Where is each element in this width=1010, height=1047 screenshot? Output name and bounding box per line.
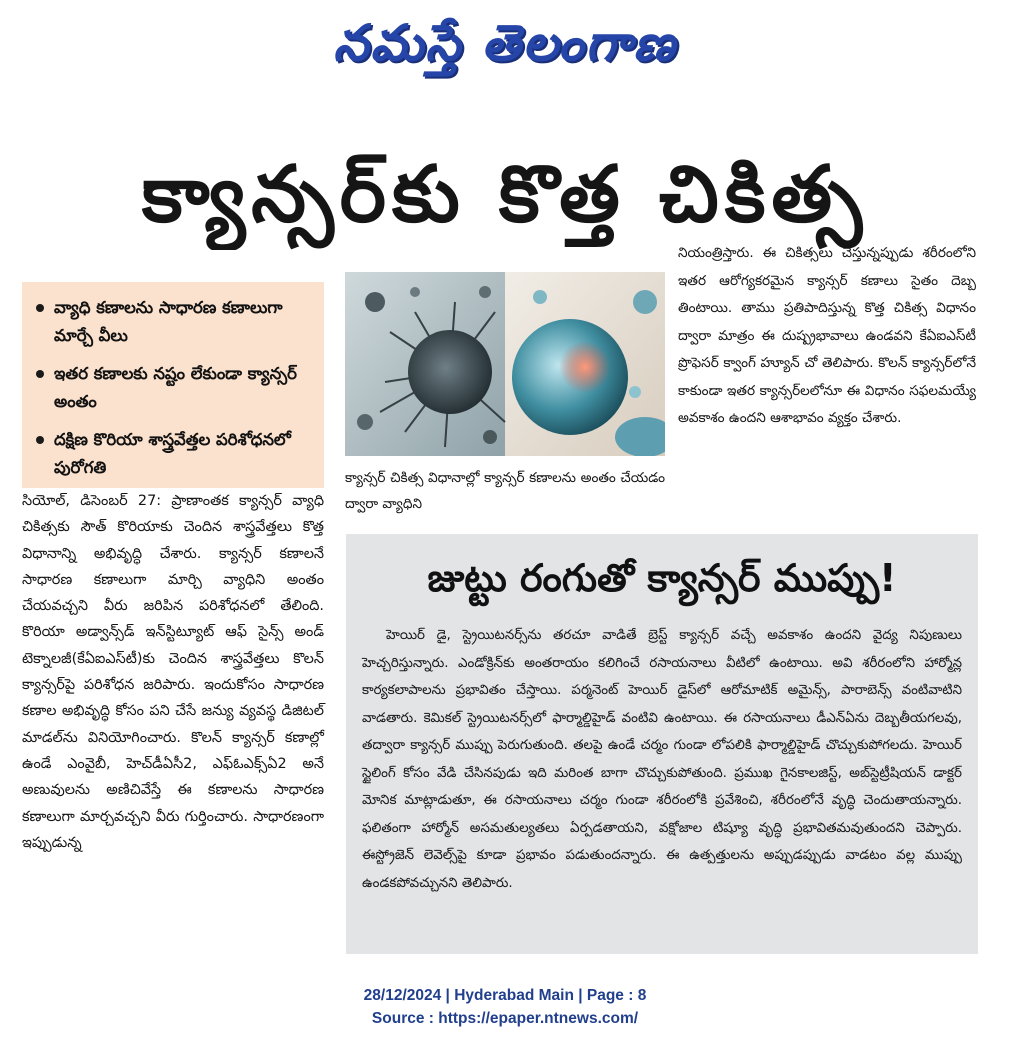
highlight-text: వ్యాధి కణాలను సాధారణ కణాలుగా మార్చే వీలు [54, 298, 283, 345]
highlights-box [22, 282, 324, 488]
page-footer [0, 984, 1010, 1030]
article-body-left-column: సియోల్, డిసెంబర్ 27: ప్రాణాంతక క్యాన్సర్ వ్యాధి చికిత్సకు సౌత్ కొరియాకు చెందిన శాస్త్రవేత్తలు కొత్త విధానాన్ని అభివృద్ధి చేశారు. క్యాన్సర్ కణాలనే సాధారణ కణాలుగా మార్చి వ్యాధిని అంతం చేయవచ్చని వీరు జరిపిన పరిశోధనలో తేలింది. కొరియా అడ్వాన్స్‌డ్ ఇన్‌స్టిట్యూట్ ఆఫ్ సైన్స్ అండ్ టెక్నాలజీ(కేఏఐఎస్‌టీ)కు చెందిన శాస్త్రవేత్తలు కొలన్ క్యాన్సర్‌పై పరిశోధన జరిపారు. ఇందుకోసం సాధారణ కణాల అభివృద్ధి కోసం పని చేసే జన్యు వ్యవస్థ డిజిటల్ మాడల్‌ను వినియోగించారు. కొలన్ క్యాన్సర్ కణాల్లో ఉండే ఎంవైబీ, హెచ్‌డీఏసీ2, ఎఫ్‌ఓఎక్స్‌ఏ2 అనే అణువులను అణిచివేస్తే ఈ కణాలను సాధారణ కణాలుగా మార్చవచ్చని వీరు గుర్తించారు. సాధారణంగా ఇప్పుడున్న [22, 493, 324, 851]
cancer-cell-illustration [345, 272, 665, 456]
article-body-right-column: నియంత్రిస్తారు. ఈ చికిత్సలు చేస్తున్నప్పుడు శరీరంలోని ఇతర ఆరోగ్యకరమైన క్యాన్సర్ కణాలు సైతం దెబ్బ తింటాయి. తాము ప్రతిపాదిస్తున్న కొత్త చికిత్స విధానం ద్వారా మాత్రం ఈ దుష్ప్రభావాలు ఉండవని కేఏఐఎస్‌టీ ప్రొఫెసర్ క్వాంగ్ హ్యూన్ చో తెలిపారు. కొలన్ క్యాన్సర్‌లోనే కాకుండా ఇతర క్యాన్సర్‌లలోనూ ఈ విధానం సఫలమయ్యే అవకాశం ఉందని ఆశాభావం వ్యక్తం చేశారు. [678, 245, 976, 426]
highlight-item [32, 360, 314, 416]
edition-info: 28/12/2024 | Hyderabad Main | Page : 8 [363, 987, 647, 1004]
sidebar-article-body: హెయిర్ డై, స్ట్రెయిటనర్స్‌ను తరచూ వాడితే బ్రెస్ట్ క్యాన్సర్ వచ్చే అవకాశం ఉందని వైద్య నిపుణులు హెచ్చరిస్తున్నారు. ఎండోక్రిన్‌కు అంతరాయం కలిగించే రసాయనాలు వీటిలో ఉంటాయి. అవి శరీరంలోని హార్మోన్ల కార్యకలాపాలను ప్రభావితం చేస్తాయి. పర్మనెంట్ హెయిర్ డైస్‌లో ఆరోమాటిక్ అమైన్స్, పారాబెన్స్ వంటివాటిని వాడతారు. కెమికల్ స్ట్రెయిటనర్స్‌లో ఫార్మాల్డిహైడ్ వంటివి ఉంటాయి. ఈ రసాయనాలు డీఎన్‌ఏను దెబ్బతీయగలవు, తద్వారా క్యాన్సర్ ముప్పు పెరుగుతుంది. తలపై ఉండే చర్మం గుండా లోపలికి ఫార్మాల్డిహైడ్ చొచ్చుకుపోగలదు. హెయిర్ స్టైలింగ్ కోసం వేడి చేసినపుడు ఇది మరింత బాగా చొచ్చుకుపోతుంది. ప్రముఖ గైనకాలజిస్ట్, అబ్‌స్టెట్రీషియన్ డాక్టర్ మోనిక మాట్లాడుతూ, ఈ రసాయనాలు చర్మం గుండా శరీరంలోకి ప్రవేశించి, శరీరంలోనే వృద్ధి చెందుతాయన్నారు. ఫలితంగా హార్మోన్ అసమతుల్యతలు ఏర్పడతాయని, వక్షోజాల టిష్యూ వృద్ధి ప్రభావితమవుతుందని చెప్పారు. ఈస్ట్రోజెన్ లెవెల్స్‌పై కూడా ప్రభావం పడుతుందన్నారు. ఈ ఉత్పత్తులను అప్పుడప్పుడు వాడటం వల్ల ముప్పు ఉండకపోవచ్చునని తెలిపారు. [362, 628, 962, 891]
bullet-icon [36, 436, 44, 444]
highlights-list [32, 294, 314, 482]
article-headline: క్యాన్సర్‌కు కొత్త చికిత్స [141, 150, 869, 240]
highlight-text: దక్షిణ కొరియా శాస్త్రవేత్తల పరిశోధనలో పురోగతి [54, 430, 291, 477]
masthead [0, 8, 1010, 78]
newspaper-logo: నమస్తే తెలంగాణ [333, 14, 677, 72]
sidebar-article-headline: జుట్టు రంగుతో క్యాన్సర్ ముప్పు! [427, 556, 897, 600]
bullet-icon [36, 304, 44, 312]
image-caption: క్యాన్సర్ చికిత్స విధానాల్లో క్యాన్సర్ కణాలను అంతం చేయడం ద్వారా వ్యాధిని [345, 470, 665, 512]
highlight-item [32, 426, 314, 482]
sidebar-article-box [346, 534, 978, 954]
highlight-item [32, 294, 314, 350]
bullet-icon [36, 370, 44, 378]
highlight-text: ఇతర కణాలకు నష్టం లేకుండా క్యాన్సర్ అంతం [54, 364, 297, 411]
source-link[interactable]: Source : https://epaper.ntnews.com/ [371, 1010, 639, 1027]
cancer-cell-photo [345, 272, 665, 456]
